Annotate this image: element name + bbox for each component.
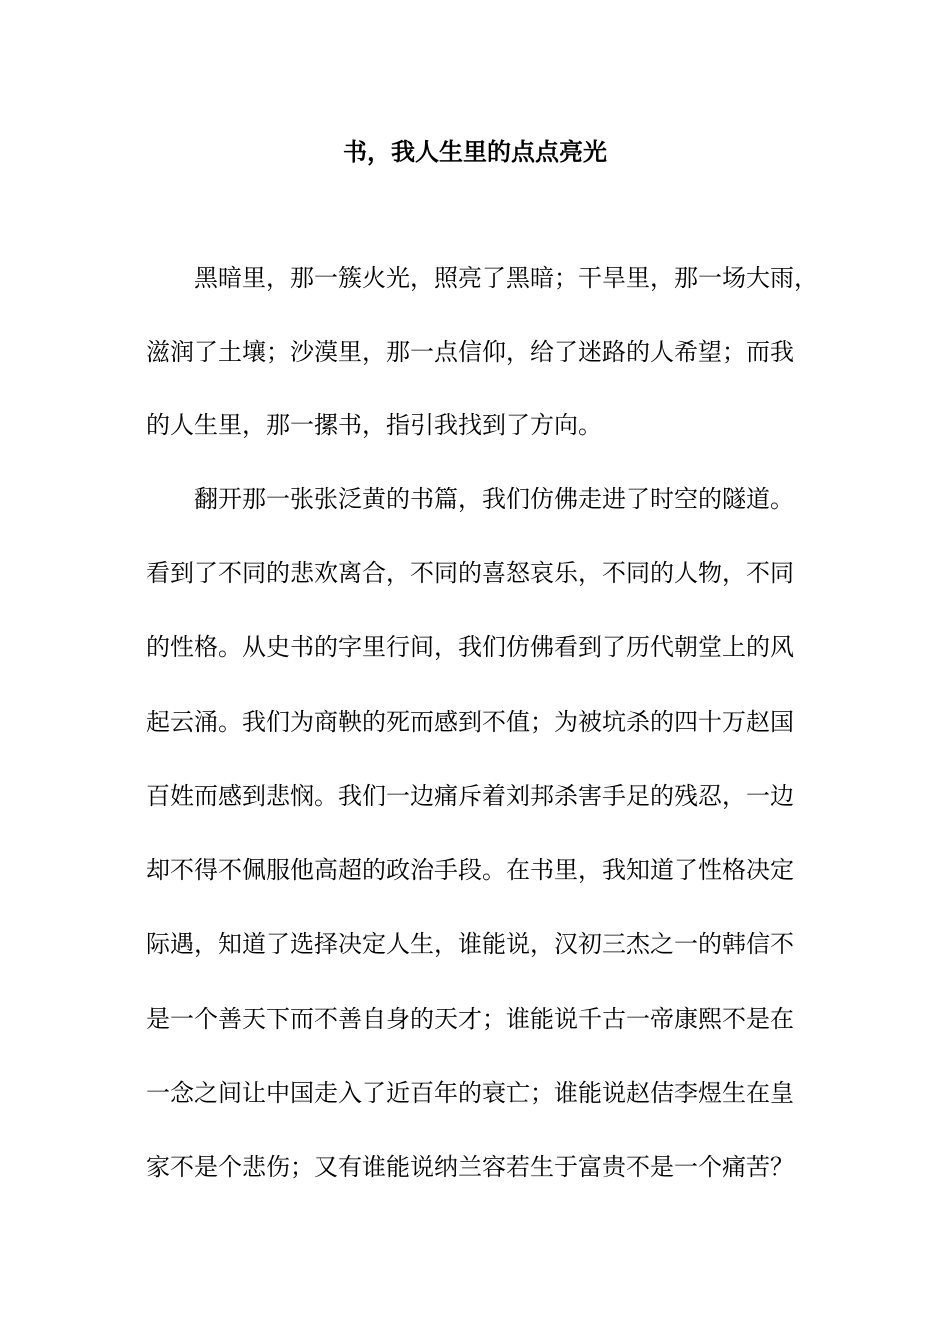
document-title: 书，我人生里的点点亮光 bbox=[343, 137, 607, 166]
paragraph-line: 却不得不佩服他高超的政治手段。在书里，我知道了性格决定 bbox=[146, 856, 794, 884]
paragraph-line: 翻开那一张张泛黄的书篇，我们仿佛走进了时空的隧道。 bbox=[194, 485, 794, 513]
paragraph-line: 的性格。从史书的字里行间，我们仿佛看到了历代朝堂上的风 bbox=[146, 633, 794, 661]
paragraph-line: 滋润了土壤；沙漠里，那一点信仰，给了迷路的人希望；而我 bbox=[146, 338, 794, 366]
paragraph-line: 看到了不同的悲欢离合，不同的喜怒哀乐，不同的人物，不同 bbox=[146, 559, 794, 587]
paragraph-line: 是一个善天下而不善自身的天才；谁能说千古一帝康熙不是在 bbox=[146, 1005, 794, 1033]
paragraph-line: 百姓而感到悲悯。我们一边痛斥着刘邦杀害手足的残忍，一边 bbox=[146, 782, 794, 810]
paragraph-line: 黑暗里，那一簇火光，照亮了黑暗；干旱里，那一场大雨， bbox=[194, 264, 818, 292]
paragraph-line: 起云涌。我们为商鞅的死而感到不值；为被坑杀的四十万赵国 bbox=[146, 708, 794, 736]
paragraph-line: 一念之间让中国走入了近百年的衰亡；谁能说赵佶李煜生在皇 bbox=[146, 1079, 794, 1107]
paragraph-line: 的人生里，那一摞书，指引我找到了方向。 bbox=[146, 411, 602, 439]
paragraph-line: 家不是个悲伤；又有谁能说纳兰容若生于富贵不是一个痛苦？ bbox=[146, 1153, 794, 1181]
paragraph-line: 际遇，知道了选择决定人生，谁能说，汉初三杰之一的韩信不 bbox=[146, 930, 794, 958]
